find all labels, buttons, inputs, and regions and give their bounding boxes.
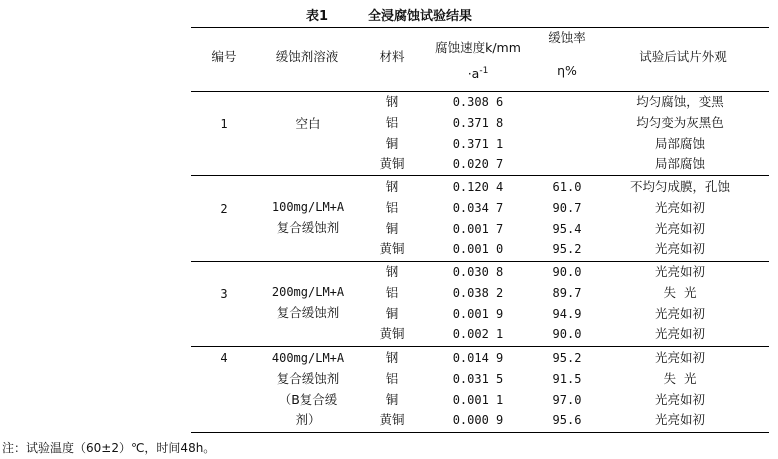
cell-rate: 0.308 6 [452,95,504,109]
cell-rate: 0.371 1 [452,136,504,151]
header-material: 材料 [379,49,405,64]
cell-material: 铜 [385,391,399,407]
group-solution-line: 剂） [295,412,321,428]
group-rule-3 [191,346,769,347]
cell-material: 钢 [385,350,399,365]
group-id: 4 [220,351,228,365]
cell-rate: 0.371 8 [452,115,504,130]
footnote: 注：试验温度（60±2）℃，时间48h。 [2,441,216,455]
header-solution: 缓蚀剂溶液 [275,49,339,64]
group-solution-line: 200mg/LM+A [271,285,345,299]
group-solution-line: 复合缓蚀剂 [276,219,340,235]
group-id: 1 [220,117,228,131]
table-title [0,5,778,24]
cell-appearance: 失 光 [663,284,697,300]
group-solution-line: 复合缓蚀剂 [276,304,340,320]
cell-appearance: 不均匀成膜，孔蚀 [629,179,731,194]
cell-rate: 0.001 1 [452,392,504,407]
table-title-text: 全浸腐蚀试验结果 [368,9,473,24]
cell-appearance: 光亮如初 [654,199,706,215]
cell-material: 钢 [385,94,399,109]
cell-material: 黄铜 [379,326,405,342]
cell-eff: 90.0 [552,265,582,279]
group-rule-2 [191,261,769,262]
cell-material: 黄铜 [379,156,405,172]
header-appearance: 试验后试片外观 [639,49,727,64]
cell-eff: 97.0 [552,392,582,407]
cell-eff: 90.0 [552,327,582,342]
cell-material: 铝 [385,114,399,130]
cell-appearance: 光亮如初 [654,305,706,321]
cell-appearance: 失 光 [663,370,697,386]
cell-appearance: 光亮如初 [654,220,706,236]
group-solution-line: 空白 [295,116,321,131]
table-number: 表1 [305,9,329,24]
cell-eff: 91.5 [552,371,582,386]
cell-appearance: 光亮如初 [654,326,706,342]
cell-material: 铝 [385,199,399,215]
cell-rate: 0.038 2 [452,285,504,300]
cell-appearance: 光亮如初 [654,350,706,365]
cell-rate: 0.001 0 [452,242,504,257]
cell-material: 钢 [385,179,399,194]
cell-rate: 0.001 9 [452,306,504,321]
group-id: 3 [220,287,228,301]
cell-appearance: 光亮如初 [654,241,706,257]
cell-material: 黄铜 [379,412,405,428]
cell-appearance: 局部腐蚀 [654,156,706,172]
group-solution-line: （B复合缓 [278,391,338,407]
header-id: 编号 [211,49,237,64]
cell-eff: 61.0 [552,180,582,194]
cell-material: 铜 [385,305,399,321]
header-rate: 腐蚀速度k/mm [435,40,521,55]
cell-eff: 95.2 [552,242,582,257]
cell-material: 铝 [385,370,399,386]
bottom-rule [191,432,769,433]
cell-rate: 0.120 4 [452,180,504,194]
group-solution-line: 复合缓蚀剂 [276,370,340,386]
cell-appearance: 均匀变为灰黑色 [636,114,724,130]
cell-appearance: 局部腐蚀 [654,135,706,151]
top-rule [191,27,769,28]
cell-rate: 0.001 7 [452,221,504,236]
cell-eff: 95.6 [552,413,582,428]
cell-eff: 95.4 [552,221,582,236]
cell-rate: 0.020 7 [452,157,504,172]
cell-material: 黄铜 [379,241,405,257]
cell-eff: 89.7 [552,285,582,300]
cell-eff: 95.2 [552,351,582,365]
cell-material: 铝 [385,284,399,300]
cell-rate: 0.034 7 [452,200,504,215]
cell-material: 铜 [385,135,399,151]
cell-appearance: 光亮如初 [654,264,706,279]
cell-rate: 0.014 9 [452,351,504,365]
group-solution-line: 400mg/LM+A [271,351,345,365]
cell-appearance: 光亮如初 [654,412,706,428]
group-solution-line: 100mg/LM+A [271,200,345,214]
cell-rate: 0.031 5 [452,371,504,386]
header-efficiency-symbol: η% [557,63,577,78]
group-id: 2 [220,202,228,216]
header-rate-unit: $\cdot a^{-1}$ [467,66,489,82]
cell-rate: 0.000 9 [452,413,504,428]
header-rule [191,91,769,92]
cell-rate: 0.002 1 [452,327,504,342]
cell-rate: 0.030 8 [452,265,504,279]
cell-material: 铜 [385,220,399,236]
header-efficiency: 缓蚀率 [548,30,586,45]
cell-appearance: 均匀腐蚀，变黑 [636,94,724,109]
group-rule-1 [191,175,769,176]
cell-appearance: 光亮如初 [654,391,706,407]
cell-eff: 94.9 [552,306,582,321]
cell-eff: 90.7 [552,200,582,215]
cell-material: 钢 [385,264,399,279]
